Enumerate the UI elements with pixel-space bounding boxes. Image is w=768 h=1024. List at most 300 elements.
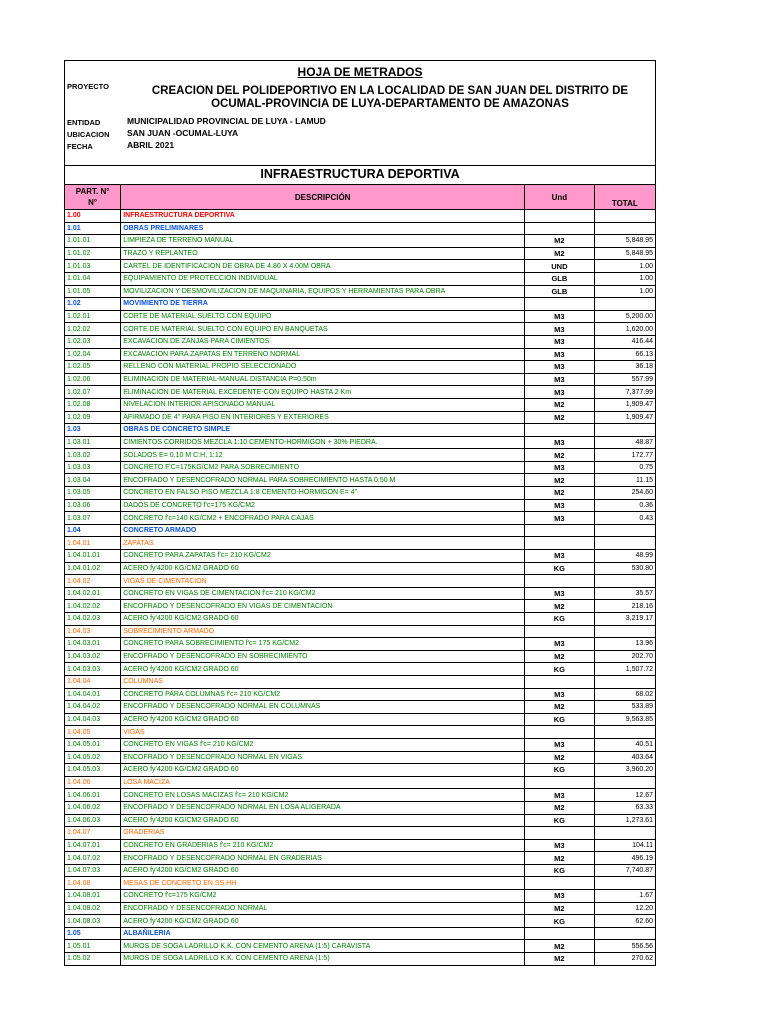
row-code: 1.01.02 [65,247,121,260]
row-code: 1.04.05.01 [65,738,121,751]
table-row [65,411,656,424]
table-header-row [65,185,656,210]
row-total: 1,909.47 [594,411,655,424]
row-total: 1.67 [594,890,655,903]
table-row [65,499,656,512]
row-description: CONCRETO EN VIGAS f'c= 210 KG/CM2 [121,738,525,751]
table-row [65,927,656,940]
row-code: 1.04.05.03 [65,764,121,777]
row-unit: M3 [525,550,595,563]
row-code: 1.04.08.03 [65,915,121,928]
row-total: 12.20 [594,902,655,915]
table-row [65,814,656,827]
ubicacion-label: UBICACION [67,130,110,139]
table-row [65,361,656,374]
row-description: ELIMINACION DE MATERIAL-MANUAL DISTANCIA P=0.50m [121,373,525,386]
row-description: CARTEL DE IDENTIFICACION DE OBRA DE 4.80 X 4.00M OBRA [121,260,525,273]
table-row [65,348,656,361]
row-code: 1.03.03 [65,461,121,474]
row-code: 1.04.07.02 [65,852,121,865]
row-code: 1.02.04 [65,348,121,361]
row-unit: GLB [525,272,595,285]
row-code: 1.01.01 [65,235,121,248]
row-description: OBRAS DE CONCRETO SIMPLE [121,424,525,437]
row-total: 1.00 [594,285,655,298]
table-row [65,222,656,235]
row-code: 1.03.02 [65,449,121,462]
row-description: CONCRETO EN LOSAS MACIZAS f'c= 210 KG/CM2 [121,789,525,802]
row-unit [525,675,595,688]
row-unit: M3 [525,386,595,399]
row-total: 496.19 [594,852,655,865]
row-description: CIMIENTOS CORRIDOS MEZCLA 1:10 CEMENTO-HORMIGON + 30% PIEDRA. [121,436,525,449]
table-row [65,537,656,550]
row-description: MUROS DE SOGA LADRILLO K.K. CON CEMENTO ARENA (1:5) CARAVISTA [121,940,525,953]
row-total: 1,620.00 [594,323,655,336]
row-total: 530.80 [594,562,655,575]
row-description: CONCRETO ARMADO [121,524,525,537]
table-row [65,764,656,777]
row-code: 1.03.04 [65,474,121,487]
row-unit: M3 [525,436,595,449]
row-code: 1.03.07 [65,512,121,525]
row-code: 1.02 [65,298,121,311]
table-row [65,600,656,613]
row-code: 1.04.08.02 [65,902,121,915]
row-description: LIMPIEZA DE TERRENO MANUAL [121,235,525,248]
row-unit: KG [525,864,595,877]
row-total: 36.18 [594,361,655,374]
table-row [65,801,656,814]
row-unit [525,927,595,940]
row-description: ACERO fy'4200 KG/CM2 GRADO 60 [121,663,525,676]
row-unit: M3 [525,310,595,323]
row-unit: M3 [525,789,595,802]
row-total: 416.44 [594,335,655,348]
table-row [65,260,656,273]
table-row [65,827,656,840]
row-code: 1.03 [65,424,121,437]
row-description: CONCRETO PARA ZAPATAS f'c= 210 KG/CM2 [121,550,525,563]
row-total [594,675,655,688]
table-row [65,726,656,739]
header-part-line1: PART. N° [75,187,110,196]
fecha-label: FECHA [67,142,93,151]
row-code: 1.04.06.01 [65,789,121,802]
table-row [65,663,656,676]
table-row [65,890,656,903]
row-total [594,877,655,890]
row-total [594,537,655,550]
header-part-line2: N° [88,198,98,207]
row-unit [525,424,595,437]
row-description: EQUIPAMIENTO DE PROTECCION INDIVIDUAL [121,272,525,285]
table-row [65,323,656,336]
row-description: ACERO fy'4200 KG/CM2 GRADO 60 [121,713,525,726]
row-description: CONCRETO PARA SOBRECIMIENTO f'c= 175 KG/CM2 [121,638,525,651]
row-code: 1.05.02 [65,953,121,966]
row-description: MUROS DE SOGA LADRILLO K.K. CON CEMENTO ARENA (1:5) [121,953,525,966]
row-code: 1.04.04.02 [65,701,121,714]
row-total: 12.67 [594,789,655,802]
row-unit: M3 [525,361,595,374]
row-unit [525,222,595,235]
row-total: 5,848.95 [594,247,655,260]
row-unit: KG [525,613,595,626]
row-unit: M2 [525,852,595,865]
row-total [594,726,655,739]
row-description: CONCRETO PARA COLUMNAS f'c= 210 KG/CM2 [121,688,525,701]
row-total: 1,507.72 [594,663,655,676]
table-row [65,953,656,966]
row-description: ZAPATAS [121,537,525,550]
row-code: 1.03.06 [65,499,121,512]
table-row [65,852,656,865]
row-code: 1.04.02 [65,575,121,588]
row-total: 7,740.87 [594,864,655,877]
row-unit: M3 [525,512,595,525]
row-total: 5,200.00 [594,310,655,323]
row-total: 202.70 [594,650,655,663]
row-unit: M3 [525,688,595,701]
row-description: ENCOFRADO Y DESENCOFRADO EN SOBRECIMIENTO [121,650,525,663]
row-total: 218.16 [594,600,655,613]
row-total [594,424,655,437]
row-code: 1.04 [65,524,121,537]
row-total: 1.00 [594,260,655,273]
row-code: 1.00 [65,210,121,223]
table-row [65,638,656,651]
row-total [594,210,655,223]
row-total [594,524,655,537]
table-row [65,839,656,852]
row-unit [525,210,595,223]
table-row [65,386,656,399]
row-total: 62.60 [594,915,655,928]
table-row [65,789,656,802]
row-description: RELLENO CON MATERIAL PROPIO SELECCIONADO [121,361,525,374]
table-row [65,335,656,348]
row-unit: UND [525,260,595,273]
table-row [65,751,656,764]
row-code: 1.04.03 [65,625,121,638]
row-description: CORTE DE MATERIAL SUELTO CON EQUIPO [121,310,525,323]
row-code: 1.04.05.02 [65,751,121,764]
table-row [65,688,656,701]
metrados-sheet [64,60,656,966]
row-total: 68.02 [594,688,655,701]
row-unit [525,575,595,588]
table-row [65,575,656,588]
row-unit: M2 [525,247,595,260]
row-description: COLUMNAS [121,675,525,688]
row-description: ENCOFRADO Y DESENCOFRADO NORMAL EN VIGAS [121,751,525,764]
row-total: 0.75 [594,461,655,474]
row-code: 1.04.08 [65,877,121,890]
row-unit: M2 [525,398,595,411]
table-row [65,310,656,323]
row-total: 5,848.95 [594,235,655,248]
row-description: GRADERIAS [121,827,525,840]
table-row [65,550,656,563]
row-unit: M2 [525,474,595,487]
row-description: ACERO fy'4200 KG/CM2 GRADO 60 [121,915,525,928]
row-unit: GLB [525,285,595,298]
table-body [65,210,656,966]
document-title: HOJA DE METRADOS [297,65,423,79]
row-total: 254.60 [594,487,655,500]
row-code: 1.02.02 [65,323,121,336]
row-code: 1.02.09 [65,411,121,424]
row-description: ENCOFRADO Y DESENCOFRADO NORMAL EN COLUMNAS [121,701,525,714]
row-unit: KG [525,764,595,777]
row-description: CONCRETO EN FALSO PISO MEZCLA 1:8 CEMENTO-HORMIGON E= 4" [121,487,525,500]
row-total [594,575,655,588]
row-description: SOBRECIMIENTO ARMADO [121,625,525,638]
row-unit [525,524,595,537]
row-total: 40.51 [594,738,655,751]
table-row [65,398,656,411]
entidad-label: ENTIDAD [67,118,101,127]
row-description: OBRAS PRELIMINARES [121,222,525,235]
row-unit: M3 [525,638,595,651]
row-unit: M3 [525,587,595,600]
table-row [65,210,656,223]
row-code: 1.04.08.01 [65,890,121,903]
row-description: SOLADOS E= 0.10 M C:H, 1:12 [121,449,525,462]
row-description: DADOS DE CONCRETO f'c=175 KG/CM2 [121,499,525,512]
table-row [65,864,656,877]
row-unit [525,537,595,550]
row-description: CONCRETO EN GRADERIAS f'c= 210 KG/CM2 [121,839,525,852]
row-code: 1.04.01.01 [65,550,121,563]
row-unit: M2 [525,411,595,424]
row-code: 1.04.01 [65,537,121,550]
header-und: Und [525,185,595,210]
proyecto-label: PROYECTO [67,82,109,91]
row-total: 1,273.61 [594,814,655,827]
table-row [65,625,656,638]
row-total [594,927,655,940]
row-unit [525,776,595,789]
row-unit: M3 [525,323,595,336]
row-total: 403.64 [594,751,655,764]
row-code: 1.04.06 [65,776,121,789]
row-code: 1.04.02.02 [65,600,121,613]
row-total: 35.57 [594,587,655,600]
row-code: 1.04.02.03 [65,613,121,626]
table-row [65,613,656,626]
table-row [65,524,656,537]
row-code: 1.02.08 [65,398,121,411]
row-unit: KG [525,713,595,726]
row-description: ENCOFRADO Y DESENCOFRADO NORMAL EN LOSA ALIGERADA [121,801,525,814]
row-total: 172.77 [594,449,655,462]
row-code: 1.04.07.01 [65,839,121,852]
row-description: ENCOFRADO Y DESENCOFRADO NORMAL EN GRADERIAS [121,852,525,865]
row-description: MESAS DE CONCRETO EN SS.HH. [121,877,525,890]
row-unit: M2 [525,902,595,915]
row-code: 1.02.05 [65,361,121,374]
row-unit: M2 [525,940,595,953]
row-description: CONCRETO F'C=175KG/CM2 PARA SOBRECIMIENTO [121,461,525,474]
table-row [65,436,656,449]
row-description: ENCOFRADO Y DESENCOFRADO NORMAL [121,902,525,915]
row-unit: M3 [525,373,595,386]
table-row [65,650,656,663]
row-code: 1.02.01 [65,310,121,323]
row-code: 1.04.03.03 [65,663,121,676]
row-unit: M2 [525,801,595,814]
row-total: 48.87 [594,436,655,449]
table-row [65,247,656,260]
row-total: 9,563.85 [594,713,655,726]
row-total [594,776,655,789]
table-row [65,285,656,298]
row-code: 1.04.04 [65,675,121,688]
row-description: LOSA MACIZA [121,776,525,789]
row-description: VIGAS DE CIMENTACION [121,575,525,588]
row-unit: M3 [525,335,595,348]
row-description: AFIRMADO DE 4" PARA PISO EN INTERIORES Y EXTERIORES [121,411,525,424]
row-description: ACERO fy'4200 KG/CM2 GRADO 60 [121,562,525,575]
row-total: 63.33 [594,801,655,814]
row-code: 1.02.06 [65,373,121,386]
row-code: 1.04.06.02 [65,801,121,814]
project-name: CREACION DEL POLIDEPORTIVO EN LA LOCALIDAD DE SAN JUAN DEL DISTRITO DE OCUMAL-PROVINCIA DE LUYA-DEPARTAMENTO DE AMAZONAS [151,85,629,110]
row-unit: M2 [525,600,595,613]
table-row [65,461,656,474]
entidad-value: MUNICIPALIDAD PROVINCIAL DE LUYA - LAMUD [127,116,326,126]
row-code: 1.02.03 [65,335,121,348]
table-row [65,915,656,928]
row-unit: M2 [525,701,595,714]
row-unit [525,827,595,840]
table-row [65,373,656,386]
row-code: 1.05 [65,927,121,940]
row-code: 1.04.07.03 [65,864,121,877]
row-total: 270.62 [594,953,655,966]
row-unit: KG [525,663,595,676]
row-code: 1.04.03.01 [65,638,121,651]
row-unit: M3 [525,890,595,903]
table-row [65,474,656,487]
header-part-no [65,185,121,210]
table-row [65,902,656,915]
fecha-value: ABRIL 2021 [127,140,175,150]
row-description: NIVELACION INTERIOR APISONADO MANUAL [121,398,525,411]
row-unit: M2 [525,487,595,500]
row-code: 1.04.03.02 [65,650,121,663]
row-unit: M2 [525,449,595,462]
row-description: CONCRETO EN VIGAS DE CIMENTACION f'c= 210 KG/CM2 [121,587,525,600]
row-description: TRAZO Y REPLANTEO [121,247,525,260]
row-total: 3,219.17 [594,613,655,626]
table-row [65,512,656,525]
row-description: ALBAÑILERIA [121,927,525,940]
row-description: ACERO fy'4200 KG/CM2 GRADO 60 [121,864,525,877]
document-header [64,60,656,165]
header-descripcion: DESCRIPCIÓN [121,185,525,210]
table-row [65,449,656,462]
row-description: MOVIMIENTO DE TIERRA [121,298,525,311]
row-total [594,625,655,638]
table-row [65,587,656,600]
table-row [65,701,656,714]
row-total: 13.96 [594,638,655,651]
row-total [594,827,655,840]
row-total: 556.56 [594,940,655,953]
row-code: 1.04.01.02 [65,562,121,575]
row-unit [525,298,595,311]
table-row [65,272,656,285]
row-description: ENCOFRADO Y DESENCOFRADO NORMAL PARA SOBRECIMIENTO HASTA 0.50 M [121,474,525,487]
row-description: ACERO fy'4200 KG/CM2 GRADO 60 [121,613,525,626]
row-code: 1.01.04 [65,272,121,285]
table-row [65,487,656,500]
row-unit: KG [525,562,595,575]
row-unit: M2 [525,650,595,663]
header-total: TOTAL [594,185,655,210]
table-row [65,738,656,751]
row-total: 3,960.20 [594,764,655,777]
row-total: 11.15 [594,474,655,487]
row-total: 533.89 [594,701,655,714]
row-total: 1,909.47 [594,398,655,411]
row-unit: M3 [525,839,595,852]
row-description: MOVILIZACION Y DESMOVILIZACION DE MAQUINARIA, EQUIPOS Y HERRAMIENTAS PARA OBRA [121,285,525,298]
table-row [65,877,656,890]
table-row [65,562,656,575]
row-description: VIGAS [121,726,525,739]
row-description: EXCAVACION PARA ZAPATAS EN TERRENO NORMAL [121,348,525,361]
row-total [594,222,655,235]
row-unit: M3 [525,461,595,474]
row-unit [525,877,595,890]
row-unit: M2 [525,953,595,966]
row-code: 1.01 [65,222,121,235]
row-code: 1.04.05 [65,726,121,739]
row-code: 1.03.05 [65,487,121,500]
row-total: 7,377.99 [594,386,655,399]
row-unit: KG [525,915,595,928]
row-code: 1.01.03 [65,260,121,273]
row-code: 1.05.01 [65,940,121,953]
row-total: 48.99 [594,550,655,563]
row-description: CONCRETO f'c=175 KG/CM2 [121,890,525,903]
row-description: ACERO fy'4200 KG/CM2 GRADO 60 [121,814,525,827]
row-total: 1.00 [594,272,655,285]
table-row [65,235,656,248]
ubicacion-value: SAN JUAN -OCUMAL-LUYA [127,128,239,138]
row-unit: M2 [525,235,595,248]
row-description: ACERO fy'4200 KG/CM2 GRADO 60 [121,764,525,777]
row-unit: KG [525,814,595,827]
table-row [65,713,656,726]
table-row [65,298,656,311]
row-unit: M3 [525,499,595,512]
row-code: 1.04.07 [65,827,121,840]
row-code: 1.04.02.01 [65,587,121,600]
row-description: CORTE DE MATERIAL SUELTO CON EQUIPO EN BANQUETAS [121,323,525,336]
row-description: INFRAESTRUCTURA DEPORTIVA [121,210,525,223]
row-code: 1.04.04.01 [65,688,121,701]
table-row [65,675,656,688]
row-unit: M3 [525,738,595,751]
row-description: ELIMINACION DE MATERIAL EXCEDENTE-CON EQUIPO HASTA 2 Km [121,386,525,399]
row-total: 0.43 [594,512,655,525]
row-code: 1.03.01 [65,436,121,449]
